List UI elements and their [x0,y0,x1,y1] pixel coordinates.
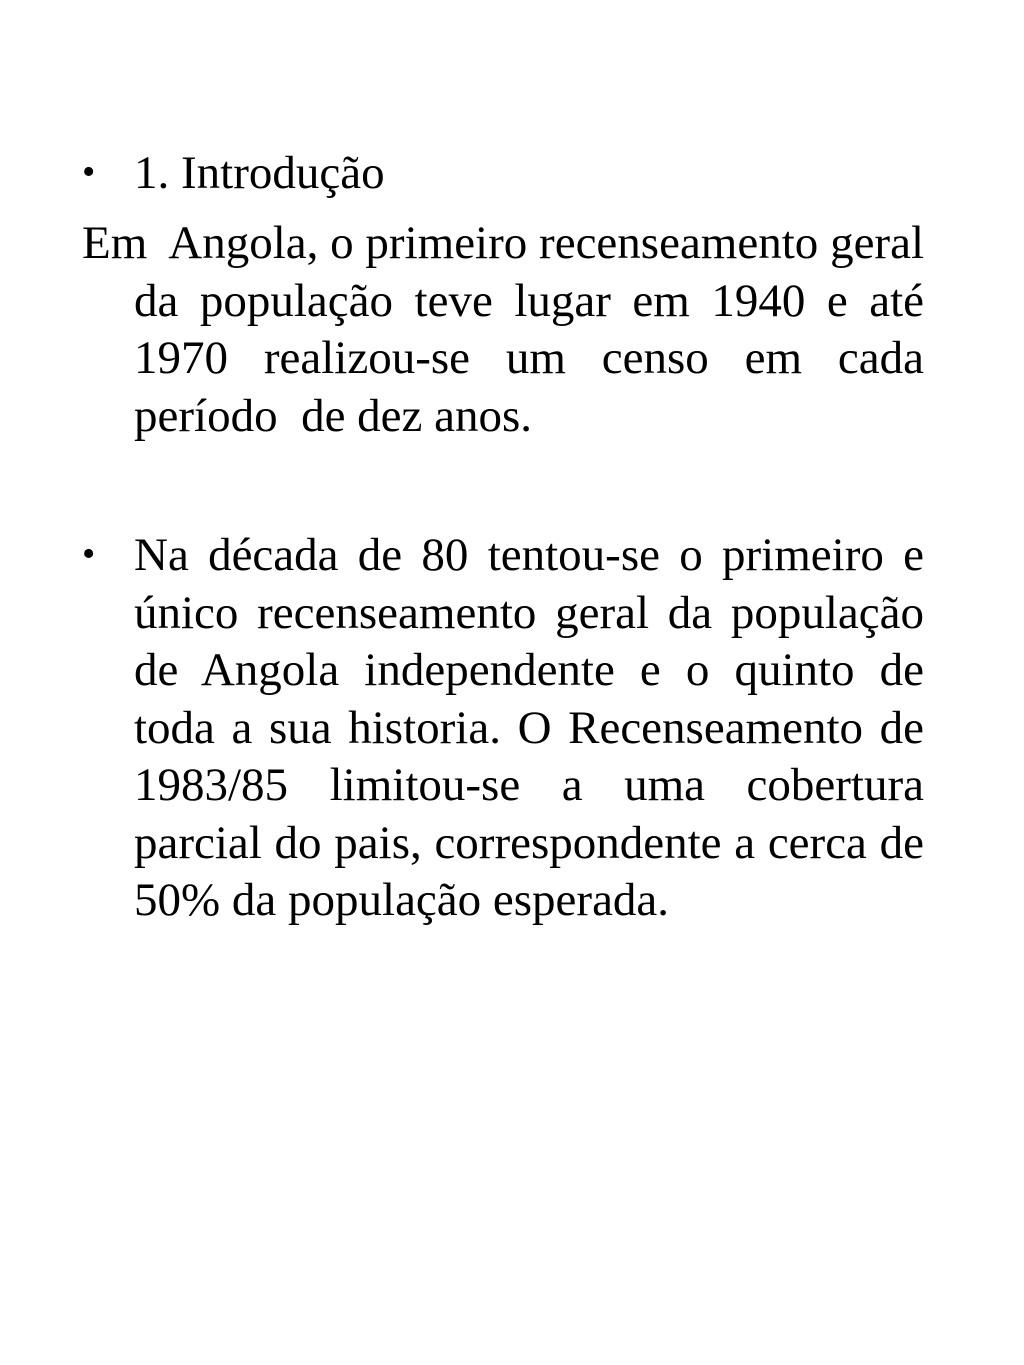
intro-paragraph: Em Angola, o primeiro recenseamento geral da população teve lugar em 1940 e até 1970 realizou-se um censo em cada período de dez anos. [82,217,936,442]
census-paragraph [82,526,936,930]
bullet-icon: • [82,533,96,575]
bullet-icon: • [82,151,96,193]
section-heading-text: 1. Introdução [134,147,385,199]
section-heading [82,144,924,203]
census-paragraph-text: Na década de 80 tentou-se o primeiro e único recenseamento geral da população de Angola independente e o quinto de toda a sua historia. O Recenseamento de 1983/85 limitou-se a uma cobertura parcial do pais, correspondente a cerca de 50% da população esperada. [134,529,936,926]
